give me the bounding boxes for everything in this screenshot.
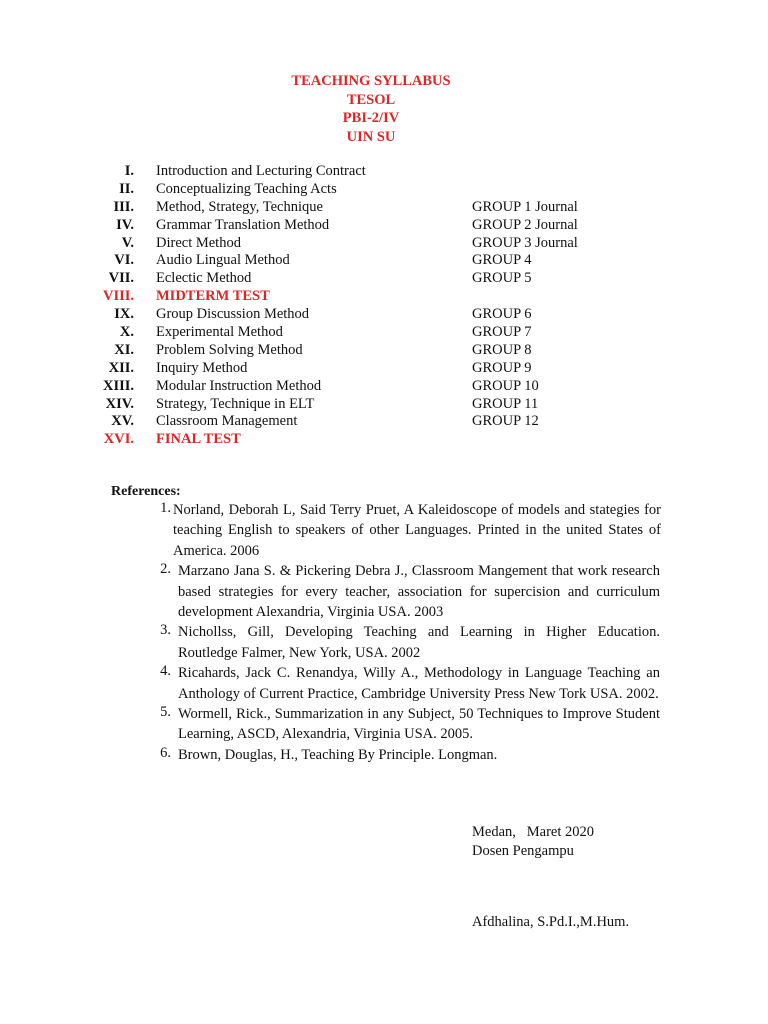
session-group: GROUP 1 Journal (472, 198, 578, 215)
session-topic: Classroom Management (156, 413, 298, 430)
syllabus-row (0, 431, 768, 449)
session-group: GROUP 10 (472, 377, 539, 394)
session-number: I. (124, 163, 134, 179)
session-number: V. (121, 234, 134, 251)
session-number: IV. (116, 216, 134, 233)
session-number: VII. (108, 270, 134, 287)
reference-item (0, 745, 768, 765)
session-topic: Experimental Method (156, 324, 283, 341)
session-group: GROUP 12 (472, 413, 539, 430)
session-group: GROUP 6 (472, 306, 532, 323)
reference-text: Marzano Jana S. & Pickering Debra J., Classroom Mangement that work research based strategies for every teacher, association for supercision and curriculum development Alexandria, Virginia USA. 2003 (178, 563, 660, 621)
reference-number: 6. (160, 744, 171, 761)
session-number: XV. (111, 413, 134, 430)
syllabus-row (0, 324, 768, 342)
syllabus-row (0, 378, 768, 396)
reference-text: Wormell, Rick., Summarization in any Subject, 50 Techniques to Improve Student Learning, ASCD, Alexandria, Virginia USA. 2005. (178, 706, 660, 743)
reference-text: Norland, Deborah L, Said Terry Pruet, A Kaleidoscope of models and stategies for teaching English to speakers of other Languages. Printed in the united States of America. 2006 (173, 502, 661, 559)
reference-item (0, 663, 768, 704)
session-group: GROUP 8 (472, 341, 532, 358)
syllabus-row (0, 288, 768, 306)
session-group: GROUP 4 (472, 252, 532, 269)
session-topic: FINAL TEST (156, 431, 241, 448)
syllabus-row (0, 360, 768, 378)
session-number: IX. (114, 306, 134, 323)
syllabus-list (0, 163, 768, 449)
reference-number: 3. (160, 622, 171, 639)
session-topic: Method, Strategy, Technique (156, 198, 323, 215)
institution-name: UIN SU (346, 128, 396, 145)
reference-number: 2. (160, 561, 171, 578)
session-number: XVI. (103, 431, 134, 448)
session-group: GROUP 9 (472, 359, 532, 376)
syllabus-row (0, 413, 768, 431)
references-heading: References: (111, 484, 181, 499)
reference-item (0, 704, 768, 745)
session-number: VI. (114, 252, 134, 269)
session-topic: Grammar Translation Method (156, 216, 330, 233)
syllabus-row (0, 217, 768, 235)
session-group: GROUP 5 (472, 270, 532, 287)
session-topic: Eclectic Method (156, 270, 252, 287)
references-list (0, 500, 768, 765)
syllabus-row (0, 163, 768, 181)
session-topic: Conceptualizing Teaching Acts (156, 180, 337, 197)
signature-role: Dosen Pengampu (472, 843, 574, 859)
title-line: TEACHING SYLLABUS (291, 73, 451, 89)
session-topic: Direct Method (156, 234, 241, 251)
syllabus-row (0, 181, 768, 199)
session-topic: Introduction and Lecturing Contract (156, 163, 366, 179)
syllabus-row (0, 306, 768, 324)
syllabus-row (0, 270, 768, 288)
session-number: II. (119, 180, 134, 197)
syllabus-row (0, 199, 768, 217)
session-number: XI. (114, 341, 134, 358)
session-group: GROUP 7 (472, 324, 532, 341)
syllabus-row (0, 252, 768, 270)
course-name: TESOL (346, 91, 396, 108)
session-topic: Group Discussion Method (156, 306, 310, 323)
session-topic: Inquiry Method (156, 359, 248, 376)
reference-text: Brown, Douglas, H., Teaching By Principle. Longman. (178, 746, 498, 763)
session-topic: Modular Instruction Method (156, 377, 322, 394)
session-topic: MIDTERM TEST (156, 288, 270, 305)
syllabus-row (0, 342, 768, 360)
session-topic: Audio Lingual Method (156, 252, 290, 269)
session-group: GROUP 11 (472, 395, 539, 412)
session-group: GROUP 2 Journal (472, 216, 578, 233)
reference-text: Nichollss, Gill, Developing Teaching and Learning in Higher Education. Routledge Falmer, New York, USA. 2002 (178, 624, 660, 661)
syllabus-row (0, 396, 768, 414)
signature-name: Afdhalina, S.Pd.I.,M.Hum. (472, 914, 630, 930)
reference-number: 5. (160, 704, 171, 721)
session-topic: Strategy, Technique in ELT (156, 395, 315, 412)
reference-item (0, 561, 768, 622)
signature-place-date: Medan, Maret 2020 (472, 824, 595, 840)
session-number: XII. (108, 359, 134, 376)
session-group: GROUP 3 Journal (472, 234, 578, 251)
reference-item (0, 622, 768, 663)
session-number: XIII. (102, 377, 134, 394)
reference-item (0, 500, 768, 561)
session-number: XIV. (105, 395, 134, 412)
class-code: PBI-2/IV (342, 110, 400, 126)
session-number: X. (119, 324, 134, 341)
document-title (0, 72, 742, 146)
session-number: III. (113, 198, 134, 215)
reference-number: 1. (160, 500, 171, 516)
session-topic: Problem Solving Method (156, 341, 303, 358)
syllabus-row (0, 235, 768, 253)
session-number: VIII. (102, 288, 134, 305)
reference-text: Ricahards, Jack C. Renandya, Willy A., Methodology in Language Teaching an Anthology of Current Practice, Cambridge University Press New Tork USA. 2002. (178, 665, 660, 702)
reference-number: 4. (160, 663, 171, 680)
